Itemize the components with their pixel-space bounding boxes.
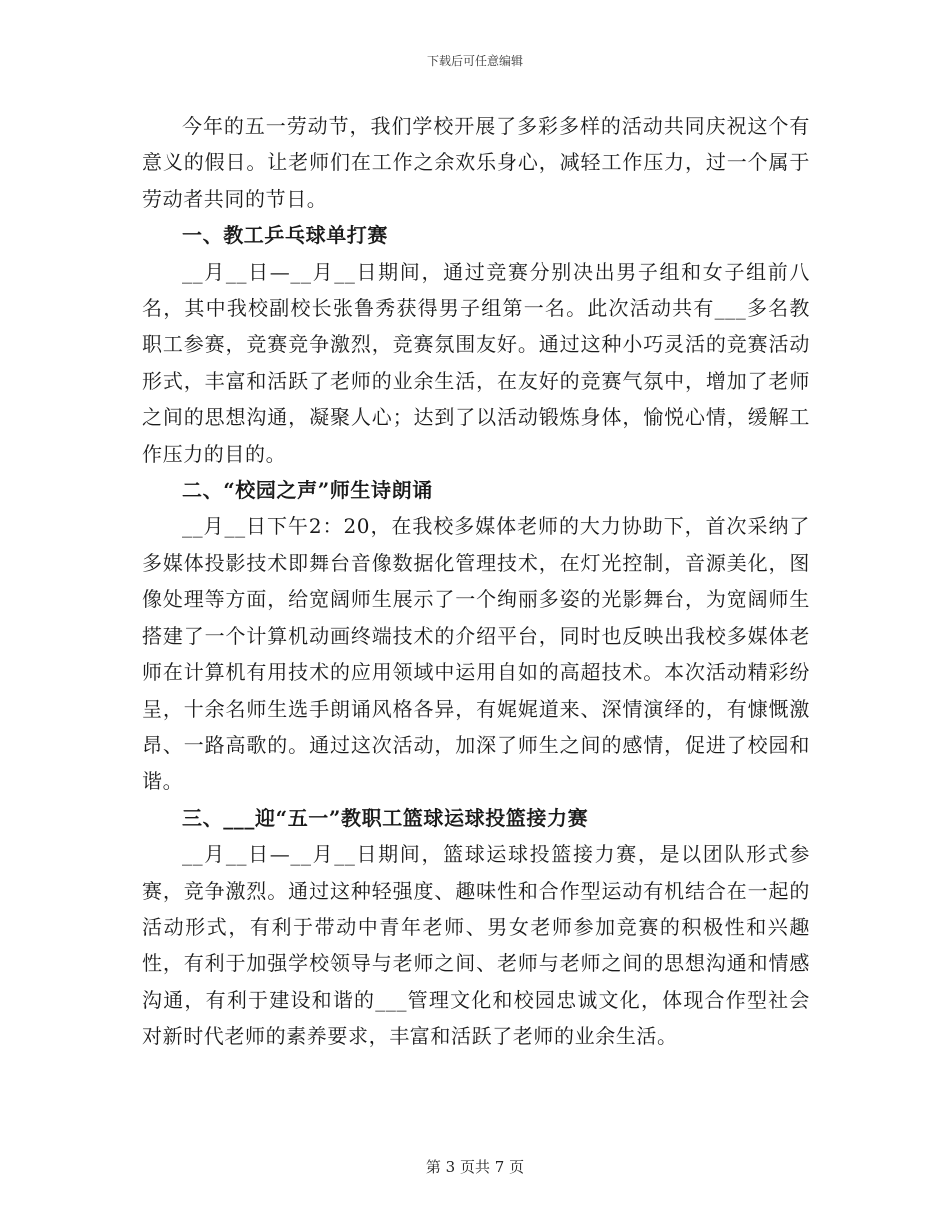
section-paragraph-2: __月__日下午2：20，在我校多媒体老师的大力协助下，首次采纳了多媒体投影技术即舞台音像数据化管理技术，在灯光控制，音源美化，图像处理等方面，给宽阔师生展示了一个绚丽多姿的光影舞台，为宽阔师生搭建了一个计算机动画终端技术的介绍平台，同时也反映出我校多媒体老师在计算机有用技术的应用领域中运用自如的高超技术。本次活动精彩纷呈，十余名师生选手朗诵风格各异，有娓娓道来、深情演绎的，有慷慨激昂、一路高歌的。通过这次活动，加深了师生之间的感情，促进了校园和谐。 [142,514,810,794]
page-header: 下载后可任意编辑 [426,54,523,68]
section-heading-1: 一、教工乒乓球单打赛 [182,223,388,248]
section-heading-2: 二、“校园之声”师生诗朗诵 [182,478,433,503]
document-body [142,108,810,1055]
section-heading-3: 三、___迎“五一”教职工篮球运球投篮接力赛 [182,805,589,830]
page-footer: 第 3 页共 7 页 [425,1158,525,1176]
section-paragraph-3: __月__日—__月__日期间，篮球运球投篮接力赛，是以团队形式参赛，竞争激烈。通过这种轻强度、趣味性和合作型运动有机结合在一起的活动形式，有利于带动中青年老师、男女老师参加竞赛的积极性和兴趣性，有利于加强学校领导与老师之间、老师与老师之间的思想沟通和情感沟通，有利于建设和谐的___管理文化和校园忠诚文化，体现合作型社会对新时代老师的素养要求，丰富和活跃了老师的业余生活。 [142,842,810,1049]
intro-paragraph: 今年的五一劳动节，我们学校开展了多彩多样的活动共同庆祝这个有意义的假日。让老师们在工作之余欢乐身心，减轻工作压力，过一个属于劳动者共同的节日。 [142,114,810,211]
section-paragraph-1: __月__日—__月__日期间，通过竞赛分别决出男子组和女子组前八名，其中我校副校长张鲁秀获得男子组第一名。此次活动共有___多名教职工参赛，竞赛竞争激烈，竞赛氛围友好。通过这种小巧灵活的竞赛活动形式，丰富和活跃了老师的业余生活，在友好的竞赛气氛中，增加了老师之间的思想沟通，凝聚人心；达到了以活动锻炼身体，愉悦心情，缓解工作压力的目的。 [142,259,810,466]
